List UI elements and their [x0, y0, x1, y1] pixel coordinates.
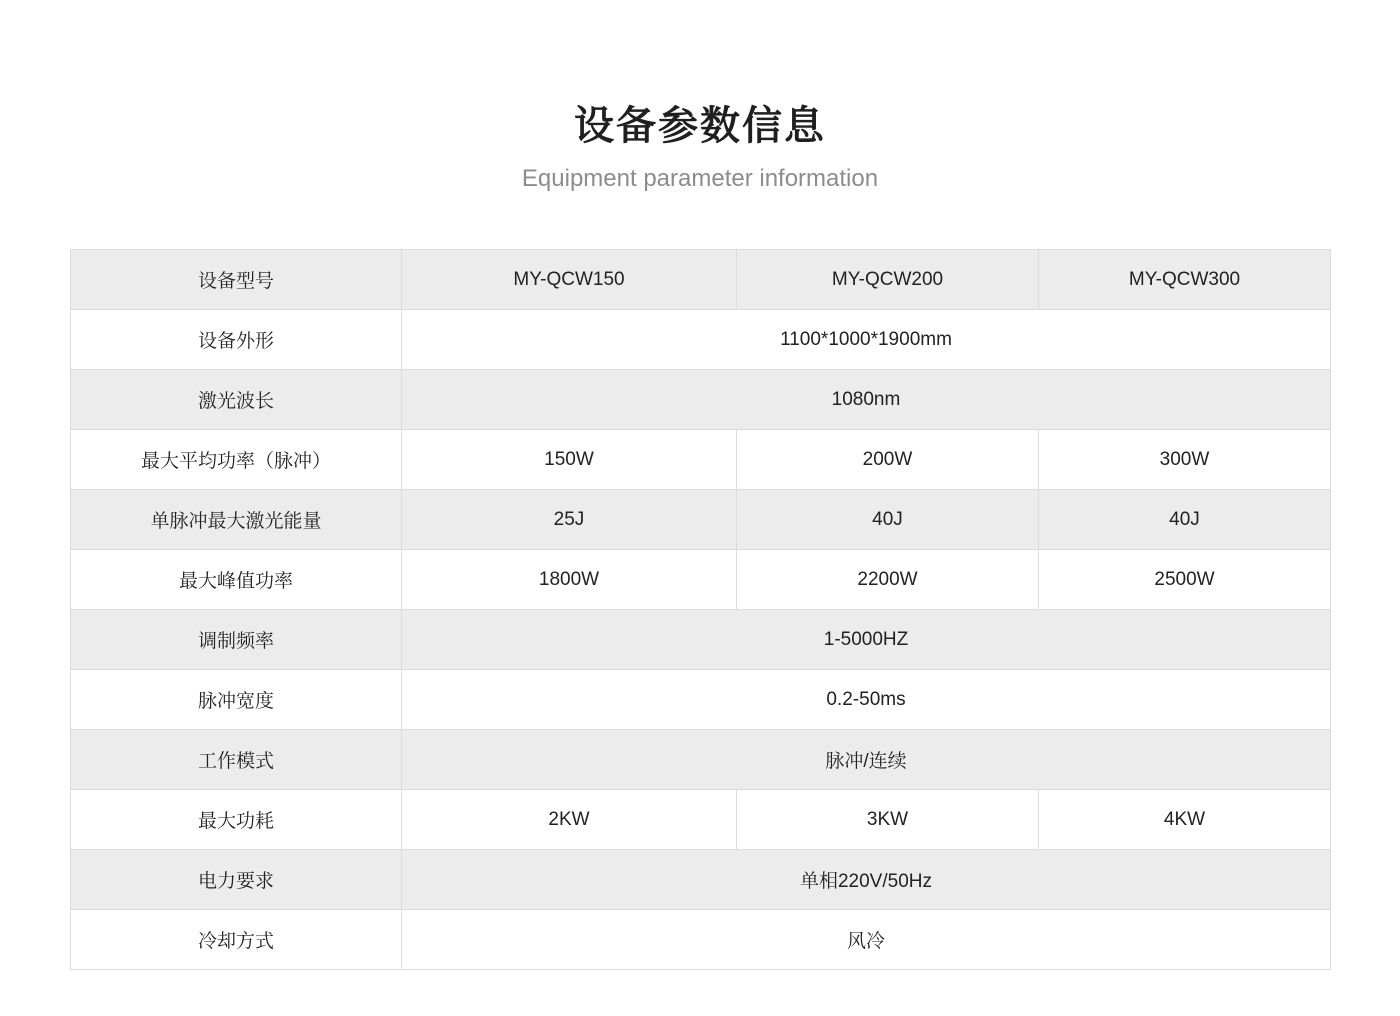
- cell-value: 40J: [737, 490, 1039, 550]
- cell-value: 1-5000HZ: [402, 610, 1331, 670]
- cell-value: MY-QCW150: [402, 250, 737, 310]
- row-label: 激光波长: [71, 370, 402, 430]
- cell-value: MY-QCW300: [1039, 250, 1331, 310]
- row-label: 设备外形: [71, 310, 402, 370]
- table-row-pulse-energy: [71, 490, 1331, 550]
- row-label: 最大平均功率（脉冲）: [71, 430, 402, 490]
- cell-value: 4KW: [1039, 790, 1331, 850]
- cell-value: 150W: [402, 430, 737, 490]
- equipment-parameter-table: [70, 249, 1331, 970]
- cell-value: 200W: [737, 430, 1039, 490]
- cell-value: MY-QCW200: [737, 250, 1039, 310]
- row-label: 单脉冲最大激光能量: [71, 490, 402, 550]
- table-row-power-requirement: [71, 850, 1331, 910]
- cell-value: 2KW: [402, 790, 737, 850]
- row-label: 脉冲宽度: [71, 670, 402, 730]
- cell-value: 1100*1000*1900mm: [402, 310, 1331, 370]
- row-label: 工作模式: [71, 730, 402, 790]
- row-label: 电力要求: [71, 850, 402, 910]
- cell-value: 1080nm: [402, 370, 1331, 430]
- cell-value: 2500W: [1039, 550, 1331, 610]
- table-row-max-consumption: [71, 790, 1331, 850]
- row-label: 设备型号: [71, 250, 402, 310]
- table-row-pulse-width: [71, 670, 1331, 730]
- row-label: 最大功耗: [71, 790, 402, 850]
- cell-value: 脉冲/连续: [402, 730, 1331, 790]
- row-label: 最大峰值功率: [71, 550, 402, 610]
- cell-value: 1800W: [402, 550, 737, 610]
- row-label: 冷却方式: [71, 910, 402, 970]
- cell-value: 3KW: [737, 790, 1039, 850]
- cell-value: 25J: [402, 490, 737, 550]
- table-row-model: [71, 250, 1331, 310]
- row-label: 调制频率: [71, 610, 402, 670]
- table-row-modulation-frequency: [71, 610, 1331, 670]
- table-row-dimensions: [71, 310, 1331, 370]
- cell-value: 单相220V/50Hz: [402, 850, 1331, 910]
- cell-value: 40J: [1039, 490, 1331, 550]
- table-row-avg-power: [71, 430, 1331, 490]
- page-header: [0, 98, 1400, 194]
- table-row-cooling: [71, 910, 1331, 970]
- page-subtitle: Equipment parameter information: [521, 165, 879, 192]
- table-row-peak-power: [71, 550, 1331, 610]
- table-row-work-mode: [71, 730, 1331, 790]
- table-row-wavelength: [71, 370, 1331, 430]
- cell-value: 2200W: [737, 550, 1039, 610]
- cell-value: 风冷: [402, 910, 1331, 970]
- cell-value: 0.2-50ms: [402, 670, 1331, 730]
- page-title: 设备参数信息: [574, 103, 826, 149]
- cell-value: 300W: [1039, 430, 1331, 490]
